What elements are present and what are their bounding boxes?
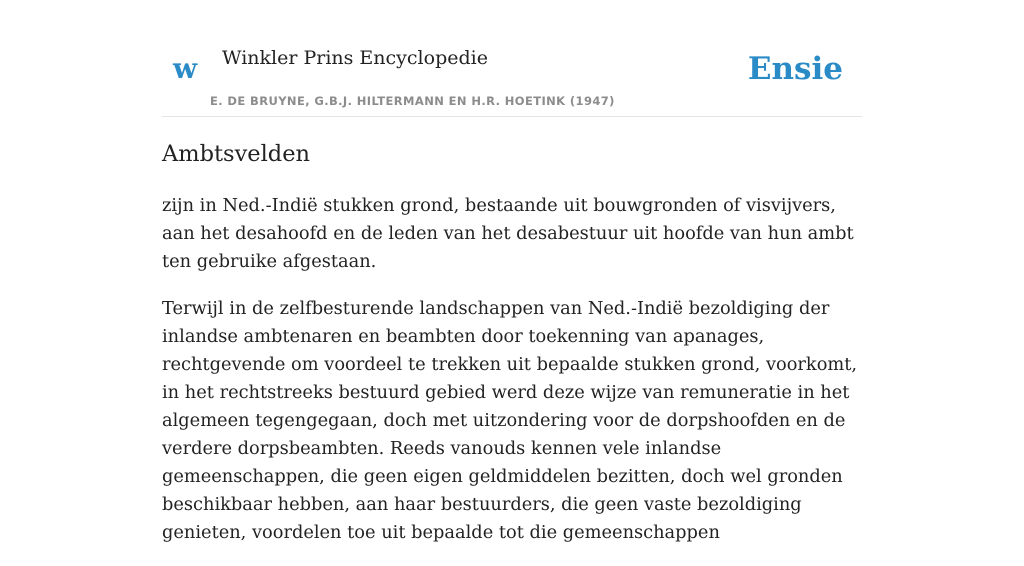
- article-title: Ambtsvelden: [162, 141, 311, 167]
- page: [162, 0, 862, 543]
- publication-title[interactable]: Winkler Prins Encyclopedie: [222, 47, 488, 69]
- publication-authors: E. DE BRUYNE, G.B.J. HILTERMANN EN H.R. HOETINK (1947): [210, 94, 615, 108]
- site-header: [162, 0, 862, 117]
- publication-logo-icon[interactable]: w: [173, 52, 198, 85]
- article-paragraph: Terwijl in de zelfbesturende landschappen van Ned.-Indië bezoldiging der inlandse ambtenaren en beambten door toekenning van apanages, rechtgevende om voordeel te trekken uit bepaalde stukken grond, voorkomt, in het rechtstreeks bestuurd gebied werd deze wijze van remuneratie in het algemeen tegengegaan, doch met uitzondering voor de dorpshoofden en de verdere dorpsbeambten. Reeds vanouds kennen vele inlandse gemeenschappen, die geen eigen geldmiddelen bezitten, doch wel gronden beschikbaar hebben, aan haar bestuurders, die geen vaste bezoldiging genieten, voordelen toe uit bepaalde tot die gemeenschappen: [162, 298, 858, 543]
- article-paragraph: zijn in Ned.-Indië stukken grond, bestaande uit bouwgronden of visvijvers, aan het desahoofd en de leden van het desabestuur uit hoofde van hun ambt ten gebruike afgestaan.: [162, 195, 854, 272]
- ensie-logo[interactable]: Ensie: [747, 51, 843, 87]
- article-body: [162, 192, 862, 566]
